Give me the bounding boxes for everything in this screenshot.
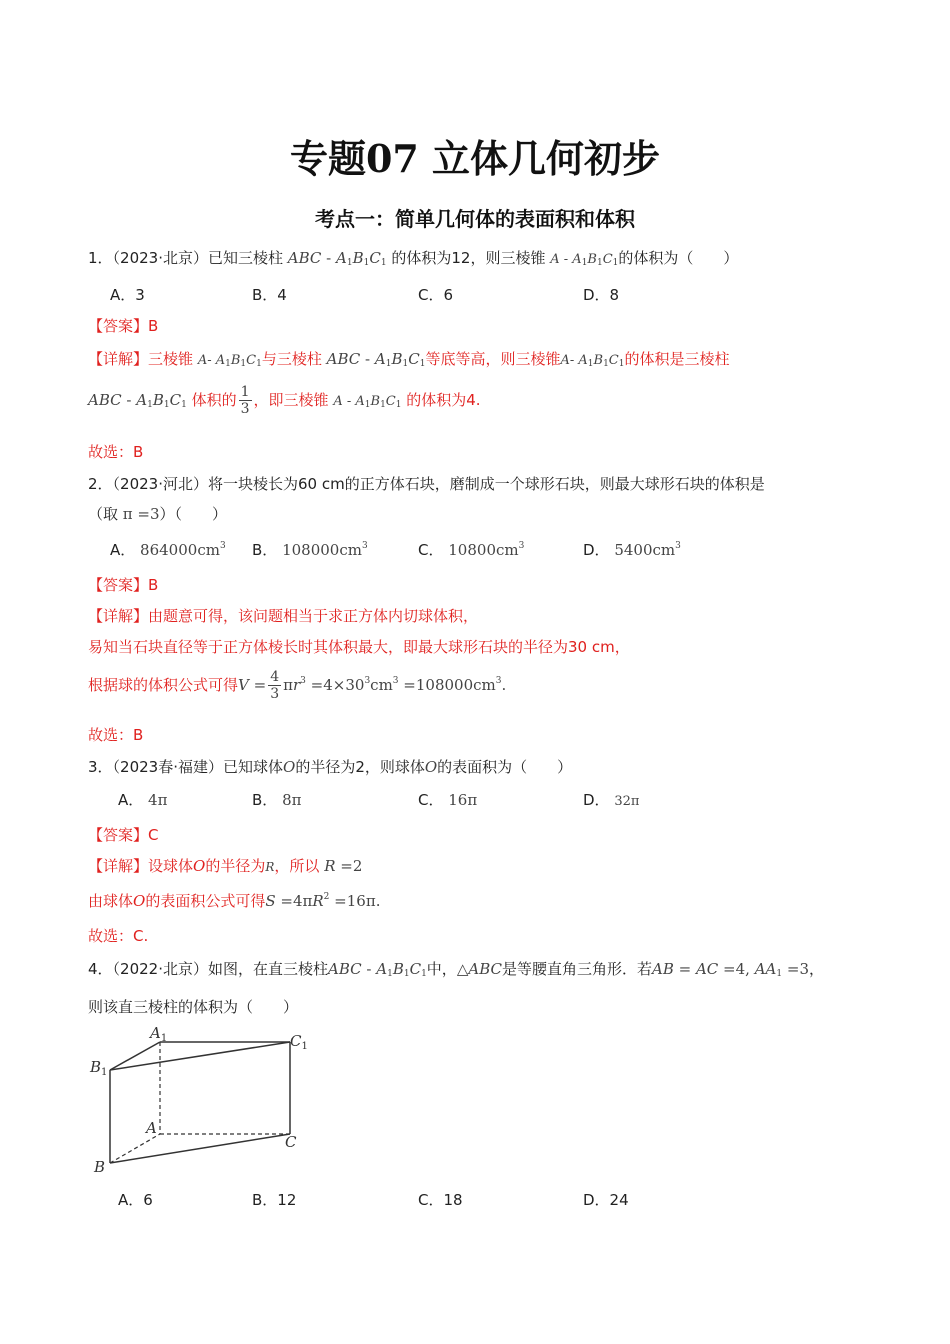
option-a: A． $864000cm^3$ [110,541,226,559]
prism-figure [80,1020,320,1180]
edge-b1-c1 [110,1042,290,1070]
question-2: 2．（2023·河北）将一块棱长为60 cm的正方体石块，磨制成一个球形石块，则最大球形石块的体积是 [88,475,765,493]
detail-2-line-1: 【详解】由题意可得，该问题相当于求正方体内切球体积， [88,607,479,625]
option-a: A． 4π [118,791,168,809]
option-c: C．18 [418,1191,463,1209]
option-d: D． 32π [583,791,640,809]
choice-2: 故选：B [88,726,144,744]
label-b1: $B_1$ [90,1058,108,1078]
section-heading: 考点一：简单几何体的表面积和体积 [315,207,635,231]
choice-3: 故选：C. [88,927,149,945]
option-a: A．6 [118,1191,153,1209]
page-title: 专题07 立体几何初步 [289,136,661,181]
option-c: C． $10800cm^3$ [418,541,525,559]
label-a1: $A_1$ [150,1024,168,1044]
detail-1-line-1: 【详解】三棱锥 A- $A_1B_1C_1$与三棱柱 ABC - $A_1B_1C_1$等底等高，则三棱锥A- $A_1B_1C_1$的体积是三棱柱 [88,350,730,369]
option-d: D．8 [583,286,620,304]
choice-1: 故选：B [88,443,144,461]
answer-1 [88,315,158,336]
option-b: B．12 [252,1191,297,1209]
detail-3-line-1: 【详解】设球体O的半径为R，所以 R =2 [88,857,363,875]
question-3: 3．（2023春·福建）已知球体O的半径为2，则球体O的表面积为（ ） [88,758,573,776]
option-b: B． $108000cm^3$ [252,541,368,559]
option-d: D． $5400cm^3$ [583,541,681,559]
label-a: A [146,1119,157,1137]
label-c: C [285,1133,297,1151]
edge-b-c [110,1134,290,1163]
detail-3-line-2: 由球体O的表面积公式可得$S =4\pi R^2 =16\pi$. [88,892,381,910]
question-number: 1． [88,249,113,267]
answer-value: B [148,317,159,335]
question-4-line-2: 则该直三棱柱的体积为（ ） [88,998,299,1016]
question-1: 1．（2023·北京）已知三棱柱 ABC - $A_1B_1C_1$ 的体积为12，则三棱锥 A - $A_1B_1C_1$的体积为（ ） [88,249,739,268]
detail-1-line-2: ABC - $A_1B_1C_1$ 体积的 $\frac{1}{3}$ ，即三棱锥 A - $A_1B_1C_1$ 的体积为4. [88,384,481,417]
label-b: B [94,1158,106,1176]
option-c: C．6 [418,286,454,304]
detail-tag: 【详解】 [88,350,149,368]
option-d: D．24 [583,1191,629,1209]
option-a: A．3 [110,286,145,304]
label-c1: $C_1$ [290,1032,308,1052]
question-text: 的体积为12，则三棱锥 [391,249,546,267]
question-text: （2023·北京）已知三棱柱 [112,249,283,267]
answer-2: 【答案】B [88,576,159,594]
answer-3: 【答案】C [88,826,159,844]
option-b: B．4 [252,286,287,304]
option-c: C． 16π [418,791,478,809]
detail-2-line-2: 易知当石块直径等于正方体棱长时其体积最大，即最大球形石块的半径为30 cm， [88,638,630,656]
question-text: 的体积为（ ） [618,249,739,267]
question-4: 4．（2022·北京）如图，在直三棱柱ABC - $A_1B_1C_1$中，△ABC是等腰直角三角形．若AB = AC =4, $AA_1 =3$， [88,960,825,979]
detail-2-line-3: 根据球的体积公式可得V = $\frac{4}{3}$ $\pi r^3 =4\times 30^3cm^3 =108000cm^3$. [88,669,507,702]
question-2-line-2: （取 π =3）（ ） [88,505,228,523]
option-b: B． 8π [252,791,302,809]
fraction-one-third: $\frac{1}{3}$ [240,384,250,417]
answer-tag: 【答案】 [88,317,149,335]
